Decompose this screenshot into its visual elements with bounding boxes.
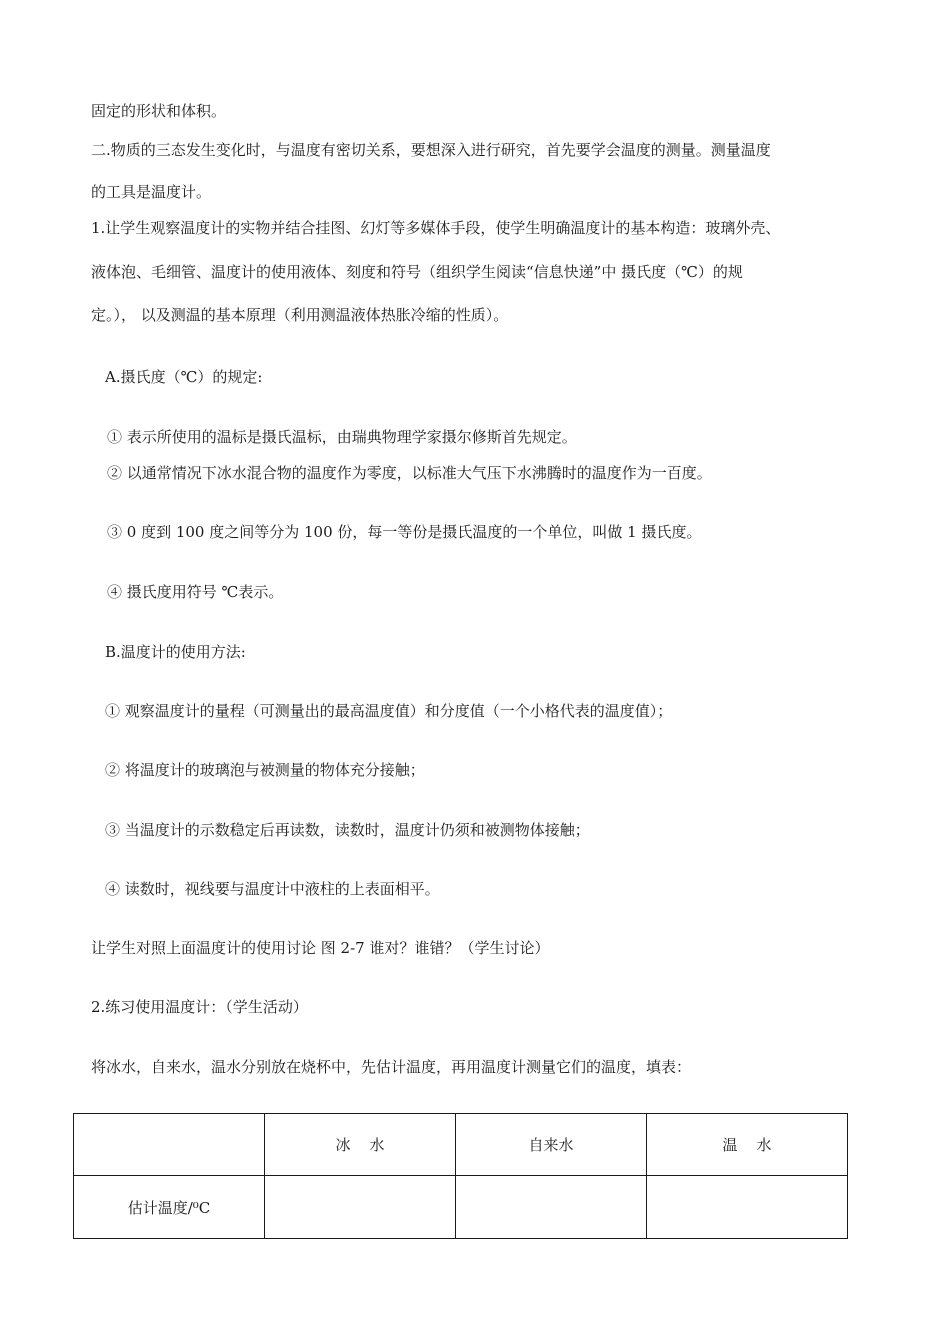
table-input-cell[interactable] xyxy=(265,1176,456,1239)
section-b-item: ③ 当温度计的示数稳定后再读数，读数时，温度计仍须和被测物体接触； xyxy=(105,821,590,839)
section-a-item: ② 以通常情况下冰水混合物的温度作为零度，以标准大气压下水沸腾时的温度作为一百度。 xyxy=(107,464,712,482)
table-header-ice-water: 冰 水 xyxy=(265,1114,456,1176)
section-b-item: ④ 读数时，视线要与温度计中液柱的上表面相平。 xyxy=(105,880,440,898)
table-row xyxy=(74,1176,848,1239)
practice-heading: 2.练习使用温度计：（学生活动） xyxy=(91,998,308,1016)
paragraph-line: 1.让学生观察温度计的实物并结合挂图、幻灯等多媒体手段，使学生明确温度计的基本构造：玻璃外壳、 xyxy=(91,219,781,237)
table-row-label: 估计温度/⁰C xyxy=(74,1176,265,1239)
section-b-heading: B.温度计的使用方法: xyxy=(105,643,246,661)
section-a-heading: A.摄氏度（℃）的规定: xyxy=(105,368,263,386)
table-header-tap-water: 自来水 xyxy=(456,1114,647,1176)
temperature-table xyxy=(73,1113,848,1239)
section-a-item: ③ 0 度到 100 度之间等分为 100 份，每一等份是摄氏温度的一个单位，叫做 1 摄氏度。 xyxy=(107,523,702,541)
paragraph-line: 固定的形状和体积。 xyxy=(91,102,227,120)
practice-instruction: 将冰水，自来水，温水分别放在烧杯中，先估计温度，再用温度计测量它们的温度，填表： xyxy=(91,1058,692,1076)
paragraph-line: 定。）， 以及测温的基本原理（利用测温液体热胀冷缩的性质）。 xyxy=(91,306,509,324)
paragraph-line: 液体泡、毛细管、温度计的使用液体、刻度和符号（组织学生阅读“信息快递”中 摄氏度（℃）的规 xyxy=(91,263,743,281)
table-cell-empty xyxy=(74,1114,265,1176)
section-b-item: ② 将温度计的玻璃泡与被测量的物体充分接触； xyxy=(105,761,425,779)
paragraph-line: 二.物质的三态发生变化时，与温度有密切关系，要想深入进行研究，首先要学会温度的测量。测量温度 xyxy=(91,141,771,159)
discussion-text: 让学生对照上面温度计的使用讨论 图 2-7 谁对？谁错？（学生讨论） xyxy=(91,939,550,957)
table-header-row xyxy=(74,1114,848,1176)
section-a-item: ① 表示所使用的温标是摄氏温标，由瑞典物理学家摄尔修斯首先规定。 xyxy=(107,428,577,446)
table-header-warm-water: 温 水 xyxy=(647,1114,848,1176)
section-a-item: ④ 摄氏度用符号 ℃表示。 xyxy=(107,583,284,601)
table-input-cell[interactable] xyxy=(647,1176,848,1239)
table-input-cell[interactable] xyxy=(456,1176,647,1239)
paragraph-line: 的工具是温度计。 xyxy=(91,183,212,201)
section-b-item: ① 观察温度计的量程（可测量出的最高温度值）和分度值（一个小格代表的温度值）； xyxy=(105,702,673,720)
